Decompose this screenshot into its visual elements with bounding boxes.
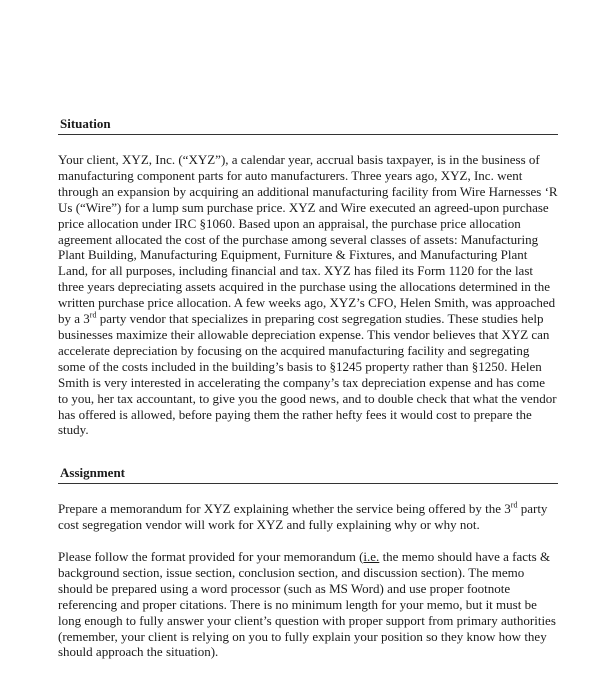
assignment-p1-part2: party cost segregation vendor will work for XYZ and fully explaining why or why not. <box>58 501 548 532</box>
assignment-paragraph-1 <box>58 501 558 533</box>
assignment-p1-part1: Prepare a memorandum for XYZ explaining whether the service being offered by the 3 <box>58 501 511 516</box>
situation-superscript: rd <box>89 310 97 320</box>
assignment-paragraph-2 <box>58 549 558 660</box>
assignment-heading: Assignment <box>58 465 558 484</box>
assignment-p2-part2: the memo should have a facts & background section, issue section, conclusion section, and discussion section). The memo should be prepared using a word processor (such as MS Word) and use proper footnote referencing and proper citations. There is no minimum length for your memo, but it must be long enough to fully answer your client’s question with proper support from primary authorities (remember, your client is relying on you to fully explain your position so they know how they should approach the situation). <box>58 549 556 660</box>
situation-paragraph <box>58 152 558 438</box>
assignment-p2-part1: Please follow the format provided for your memorandum ( <box>58 549 364 564</box>
assignment-p1-superscript: rd <box>510 500 518 510</box>
situation-text-part1: Your client, XYZ, Inc. (“XYZ”), a calendar year, accrual basis taxpayer, is in the business of manufacturing component parts for auto manufacturers. Three years ago, XYZ, Inc. went through an expansion by acquiring an additional manufacturing facility from Wire Harnesses ‘R Us (“Wire”) for a lump sum purchase price. XYZ and Wire executed an agreed-upon purchase price allocation under IRC §1060. Based upon an appraisal, the purchase price allocation agreement allocated the cost of the purchase among several classes of assets: Manufacturing Plant Building, Manufacturing Equipment, Furniture & Fixtures, and Manufacturing Plant Land, for all purposes, including financial and tax. XYZ has filed its Form 1120 for the last three years depreciating assets acquired in the purchase using the allocations determined in the written purchase price allocation. A few weeks ago, XYZ’s CFO, Helen Smith, was approached by a 3 <box>58 152 558 327</box>
situation-heading: Situation <box>58 116 558 135</box>
situation-text-part2: party vendor that specializes in preparing cost segregation studies. These studies help businesses maximize their allowable depreciation expense. This vendor believes that XYZ can accelerate depreciation by focusing on the acquired manufacturing facility and segregating some of the costs included in the building’s basis to §1245 property rather than §1250. Helen Smith is very interested in accelerating the company’s tax depreciation expense and has come to you, her tax accountant, to give you the good news, and to double check that what the vendor has offered is allowed, before paying them the rather hefty fees it would cost to prepare the study. <box>58 311 557 438</box>
assignment-p2-ie: i.e. <box>363 549 380 564</box>
